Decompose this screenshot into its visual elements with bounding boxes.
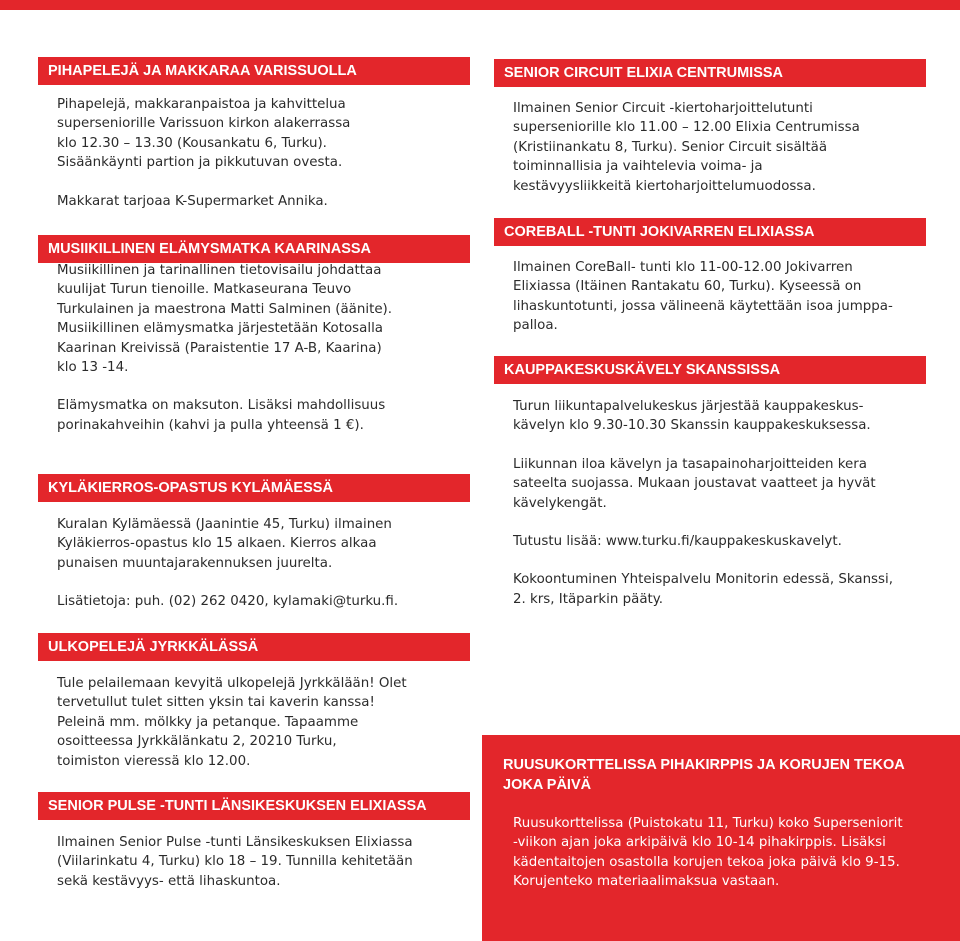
top-accent-bar [0,0,960,10]
section-title-musiikillinen: MUSIIKILLINEN ELÄMYSMATKA KAARINASSA [38,235,470,263]
section-title-coreball: COREBALL -TUNTI JOKIVARREN ELIXIASSA [494,218,926,246]
paragraph: Kokoontuminen Yhteispalvelu Monitorin edessä, Skanssi, 2. krs, Itäparkin pääty. [513,572,893,607]
section-text-coreball [513,258,933,336]
paragraph: Makkarat tarjoaa K-Supermarket Annika. [57,193,328,209]
paragraph: Turun liikuntapalvelukeskus järjestää kauppakeskus- kävelyn klo 9.30-10.30 Skanssin kauppakeskuksessa. [513,399,871,434]
paragraph: Tule pelailemaan kevyitä ulkopelejä Jyrkkälään! Olet tervetullut tulet sitten yksin tai kaverin kanssa! Peleinä mm. mölkky ja petanque. Tapaamme osoitteessa Jyrkkälänkatu 2, 20210 Turku, toimiston vieressä klo 12.00. [57,676,407,769]
section-text-pihapeleja [57,95,472,211]
section-text-kauppakeskus [513,397,933,609]
paragraph: Ilmainen Senior Circuit -kiertoharjoittelutunti superseniorille klo 11.00 – 12.00 Elixia Centrumissa (Kristiinankatu 8, Turku). Senior Circuit sisältää toiminnallisia ja vaihtelevia voima- ja kestävyysliikkeitä kiertoharjoittelumuodossa. [513,101,860,194]
section-text-seniorcircuit [513,99,933,196]
paragraph: Musiikillinen ja tarinallinen tietovisailu johdattaa kuulijat Turun tienoille. Matkaseurana Teuvo Turkulainen ja maestrona Matti Salminen (äänite). Musiikillinen elämysmatka järjestetään Kotosalla Kaarinan Kreivissä (Paraistentie 17 A-B, Kaarina) klo 13 -14. [57,263,393,376]
section-title-kauppakeskus: KAUPPAKESKUSKÄVELY SKANSSISSA [494,356,926,384]
section-text-seniorpulse [57,833,472,891]
section-title-ruusukortti: RUUSUKORTTELISSA PIHAKIRPPIS JA KORUJEN TEKOA JOKA PÄIVÄ [503,757,905,793]
paragraph [513,532,933,551]
paragraph: Kuralan Kylämäessä (Jaanintie 45, Turku) ilmainen Kyläkierros-opastus klo 15 alkaen. Kierros alkaa punaisen muuntajarakennuksen juurelta. [57,517,392,571]
section-title-seniorcircuit: SENIOR CIRCUIT ELIXIA CENTRUMISSA [494,59,926,87]
section-title-ulkopeleja: ULKOPELEJÄ JYRKKÄLÄSSÄ [38,633,470,661]
section-title-kylakierros: KYLÄKIERROS-OPASTUS KYLÄMÄESSÄ [38,474,470,502]
ruusukortteli-callout-box [482,735,960,941]
paragraph: Elämysmatka on maksuton. Lisäksi mahdollisuus porinakahveihin (kahvi ja pulla yhteensä 1 €). [57,398,386,433]
paragraph: Ilmainen CoreBall- tunti klo 11-00-12.00 Jokivarren Elixiassa (Itäinen Rantakatu 60, Turku). Kyseessä on lihaskuntotunti, jossa välineenä käytettään isoa jumppa- palloa. [513,260,893,334]
section-text-ruusukortti: Ruusukorttelissa (Puistokatu 11, Turku) koko Superseniorit -viikon ajan joka arkipäivä klo 10-14 pihakirppis. Lisäksi kädentaitojen osastolla korujen tekoa joka päivä klo 9-15. Korujenteko materiaalimaksua vastaan. [513,816,903,890]
section-title-pihapeleja: PIHAPELEJÄ JA MAKKARAA VARISSUOLLA [38,57,470,85]
section-text-ulkopeleja [57,674,472,771]
section-text-musiikillinen [57,250,472,435]
link-kauppakeskuskavely[interactable]: Tutustu lisää: www.turku.fi/kauppakeskuskavelyt. [513,534,842,550]
paragraph: Ilmainen Senior Pulse -tunti Länsikeskuksen Elixiassa (Viilarinkatu 4, Turku) klo 18 – 19. Tunnilla kehitetään sekä kestävyys- että lihaskuntoa. [57,835,413,889]
paragraph: Lisätietoja: puh. (02) 262 0420, kylamaki@turku.fi. [57,594,399,610]
section-title-seniorpulse: SENIOR PULSE -TUNTI LÄNSIKESKUKSEN ELIXIASSA [38,792,470,820]
section-text-kylakierros [57,515,472,612]
paragraph: Pihapelejä, makkaranpaistoa ja kahvittelua superseniorille Varissuon kirkon alakerrassa klo 12.30 – 13.30 (Kousankatu 6, Turku). Sisäänkäynti partion ja pikkutuvan ovesta. [57,97,351,171]
paragraph: Liikunnan iloa kävelyn ja tasapainoharjoitteiden kera sateelta suojassa. Mukaan joustavat vaatteet ja hyvät kävelykengät. [513,456,876,511]
